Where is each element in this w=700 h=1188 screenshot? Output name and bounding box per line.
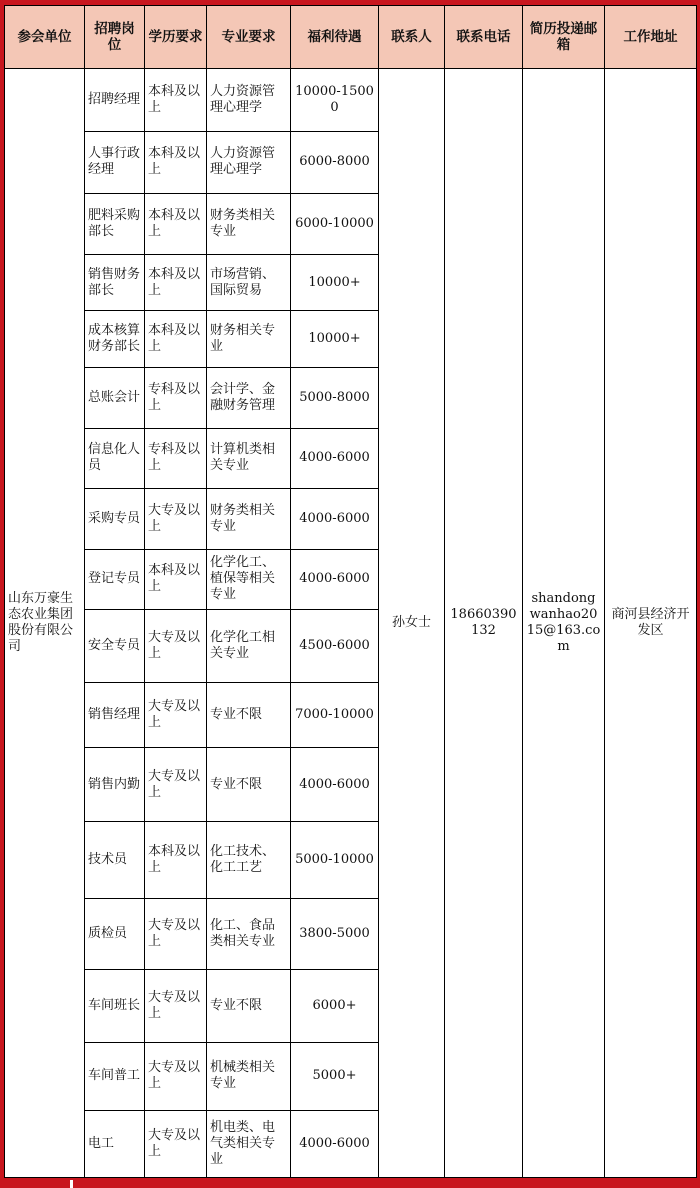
address-cell: 商河县经济开发区 bbox=[605, 69, 697, 1178]
major-cell: 专业不限 bbox=[207, 683, 291, 748]
email-cell: shandongwanhao2015@163.com bbox=[523, 69, 605, 1178]
major-cell: 化学化工、植保等相关专业 bbox=[207, 549, 291, 610]
salary-cell: 4000-6000 bbox=[291, 1111, 379, 1178]
education-cell: 大专及以上 bbox=[145, 747, 207, 822]
education-cell: 本科及以上 bbox=[145, 194, 207, 255]
education-cell: 本科及以上 bbox=[145, 69, 207, 132]
decorative-mark bbox=[70, 1180, 73, 1188]
position-cell: 电工 bbox=[85, 1111, 145, 1178]
header-position: 招聘岗位 bbox=[85, 6, 145, 69]
education-cell: 大专及以上 bbox=[145, 899, 207, 970]
position-cell: 登记专员 bbox=[85, 549, 145, 610]
header-email: 简历投递邮箱 bbox=[523, 6, 605, 69]
education-cell: 大专及以上 bbox=[145, 683, 207, 748]
salary-cell: 4000-6000 bbox=[291, 549, 379, 610]
education-cell: 大专及以上 bbox=[145, 489, 207, 550]
salary-cell: 5000+ bbox=[291, 1042, 379, 1111]
major-cell: 机电类、电气类相关专业 bbox=[207, 1111, 291, 1178]
position-cell: 质检员 bbox=[85, 899, 145, 970]
company-cell: 山东万豪生态农业集团股份有限公司 bbox=[5, 69, 85, 1178]
major-cell: 机械类相关专业 bbox=[207, 1042, 291, 1111]
table-row bbox=[5, 69, 697, 132]
education-cell: 本科及以上 bbox=[145, 311, 207, 368]
salary-cell: 4000-6000 bbox=[291, 428, 379, 489]
salary-cell: 5000-10000 bbox=[291, 822, 379, 899]
major-cell: 化学化工相关专业 bbox=[207, 610, 291, 683]
major-cell: 专业不限 bbox=[207, 969, 291, 1042]
header-company: 参会单位 bbox=[5, 6, 85, 69]
salary-cell: 10000-15000 bbox=[291, 69, 379, 132]
header-salary: 福利待遇 bbox=[291, 6, 379, 69]
position-cell: 车间普工 bbox=[85, 1042, 145, 1111]
salary-cell: 7000-10000 bbox=[291, 683, 379, 748]
education-cell: 专科及以上 bbox=[145, 367, 207, 428]
header-phone: 联系电话 bbox=[445, 6, 523, 69]
position-cell: 销售内勤 bbox=[85, 747, 145, 822]
header-contact: 联系人 bbox=[379, 6, 445, 69]
major-cell: 会计学、金融财务管理 bbox=[207, 367, 291, 428]
major-cell: 财务类相关专业 bbox=[207, 489, 291, 550]
header-major: 专业要求 bbox=[207, 6, 291, 69]
salary-cell: 4000-6000 bbox=[291, 747, 379, 822]
education-cell: 大专及以上 bbox=[145, 610, 207, 683]
education-cell: 本科及以上 bbox=[145, 254, 207, 311]
major-cell: 计算机类相关专业 bbox=[207, 428, 291, 489]
major-cell: 市场营销、国际贸易 bbox=[207, 254, 291, 311]
major-cell: 财务相关专业 bbox=[207, 311, 291, 368]
position-cell: 采购专员 bbox=[85, 489, 145, 550]
education-cell: 大专及以上 bbox=[145, 1042, 207, 1111]
table-body bbox=[5, 69, 697, 1178]
major-cell: 人力资源管理心理学 bbox=[207, 69, 291, 132]
header-row bbox=[5, 6, 697, 69]
position-cell: 信息化人员 bbox=[85, 428, 145, 489]
header-address: 工作地址 bbox=[605, 6, 697, 69]
position-cell: 销售经理 bbox=[85, 683, 145, 748]
major-cell: 化工技术、化工工艺 bbox=[207, 822, 291, 899]
education-cell: 本科及以上 bbox=[145, 822, 207, 899]
position-cell: 成本核算财务部长 bbox=[85, 311, 145, 368]
recruitment-table bbox=[4, 5, 697, 1178]
salary-cell: 10000+ bbox=[291, 254, 379, 311]
position-cell: 肥料采购部长 bbox=[85, 194, 145, 255]
position-cell: 招聘经理 bbox=[85, 69, 145, 132]
education-cell: 专科及以上 bbox=[145, 428, 207, 489]
salary-cell: 6000-8000 bbox=[291, 131, 379, 194]
position-cell: 安全专员 bbox=[85, 610, 145, 683]
position-cell: 销售财务部长 bbox=[85, 254, 145, 311]
salary-cell: 5000-8000 bbox=[291, 367, 379, 428]
position-cell: 技术员 bbox=[85, 822, 145, 899]
salary-cell: 6000-10000 bbox=[291, 194, 379, 255]
salary-cell: 3800-5000 bbox=[291, 899, 379, 970]
contact-cell: 孙女士 bbox=[379, 69, 445, 1178]
major-cell: 人力资源管理心理学 bbox=[207, 131, 291, 194]
salary-cell: 4000-6000 bbox=[291, 489, 379, 550]
education-cell: 大专及以上 bbox=[145, 1111, 207, 1178]
recruitment-table-frame bbox=[4, 5, 696, 1178]
education-cell: 本科及以上 bbox=[145, 131, 207, 194]
major-cell: 财务类相关专业 bbox=[207, 194, 291, 255]
position-cell: 车间班长 bbox=[85, 969, 145, 1042]
major-cell: 化工、食品类相关专业 bbox=[207, 899, 291, 970]
major-cell: 专业不限 bbox=[207, 747, 291, 822]
education-cell: 大专及以上 bbox=[145, 969, 207, 1042]
phone-cell: 18660390132 bbox=[445, 69, 523, 1178]
header-education: 学历要求 bbox=[145, 6, 207, 69]
salary-cell: 4500-6000 bbox=[291, 610, 379, 683]
position-cell: 人事行政经理 bbox=[85, 131, 145, 194]
salary-cell: 10000+ bbox=[291, 311, 379, 368]
education-cell: 本科及以上 bbox=[145, 549, 207, 610]
position-cell: 总账会计 bbox=[85, 367, 145, 428]
salary-cell: 6000+ bbox=[291, 969, 379, 1042]
